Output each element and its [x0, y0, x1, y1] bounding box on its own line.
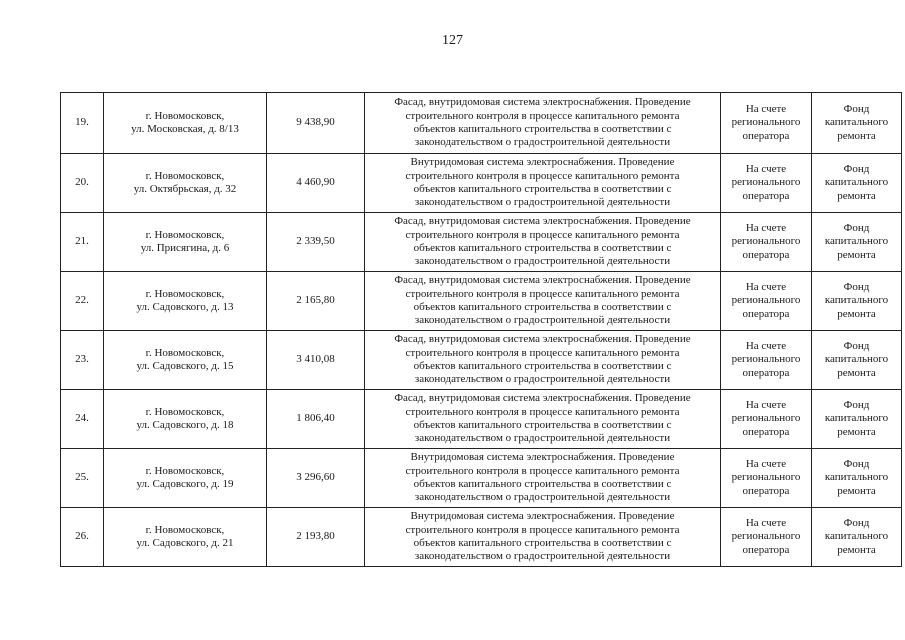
funding-source-line: Фонд	[843, 162, 870, 175]
funding-source-line: Фонд	[843, 280, 870, 293]
work-description-cell	[365, 331, 721, 390]
work-description-cell	[365, 272, 721, 331]
row-number: 20.	[75, 176, 89, 189]
funding-source-cell	[812, 154, 902, 213]
row-number: 26.	[75, 530, 89, 543]
work-description-line: Фасад, внутридомовая система электроснабжения. Проведение	[394, 215, 691, 228]
funding-source-line: ремонта	[837, 129, 876, 142]
cost-cell	[267, 154, 365, 213]
work-description-cell	[365, 154, 721, 213]
work-description-line: строительного контроля в процессе капитального ремонта	[405, 287, 680, 300]
work-description-line: строительного контроля в процессе капитального ремонта	[405, 464, 680, 477]
funding-source-cell	[812, 331, 902, 390]
account-method-cell	[721, 213, 812, 272]
cost-value: 2 193,80	[296, 530, 335, 543]
funding-source-cell	[812, 213, 902, 272]
work-description-line: Внутридомовая система электроснабжения. Проведение	[410, 156, 675, 169]
cost-cell	[267, 390, 365, 449]
funding-source-cell	[812, 390, 902, 449]
cost-value: 2 339,50	[296, 235, 335, 248]
work-description-line: Фасад, внутридомовая система электроснабжения. Проведение	[394, 274, 691, 287]
cost-value: 3 296,60	[296, 471, 335, 484]
work-description-cell	[365, 93, 721, 154]
account-method-line: оператора	[742, 366, 790, 379]
funding-source-line: Фонд	[843, 516, 870, 529]
account-method-cell	[721, 449, 812, 508]
work-description-line: законодательством о градостроительной деятельности	[414, 255, 671, 268]
work-description-line: строительного контроля в процессе капитального ремонта	[405, 405, 680, 418]
cost-cell	[267, 213, 365, 272]
work-description-line: законодательством о градостроительной деятельности	[414, 491, 671, 504]
work-description-line: законодательством о градостроительной деятельности	[414, 550, 671, 563]
account-method-line: На счете	[745, 102, 787, 115]
cost-cell	[267, 331, 365, 390]
account-method-line: оператора	[742, 425, 790, 438]
page-number: 127	[442, 33, 463, 48]
account-method-line: регионального	[731, 530, 801, 543]
work-description-line: Внутридомовая система электроснабжения. Проведение	[410, 451, 675, 464]
work-description-cell	[365, 449, 721, 508]
cost-cell	[267, 508, 365, 567]
table-body	[61, 93, 902, 567]
address-cell	[104, 93, 267, 154]
address-city: г. Новомосковск,	[145, 464, 225, 477]
work-description-line: строительного контроля в процессе капитального ремонта	[405, 523, 680, 536]
row-number-cell	[61, 272, 104, 331]
funding-source-line: ремонта	[837, 484, 876, 497]
row-number-cell	[61, 154, 104, 213]
address-city: г. Новомосковск,	[145, 287, 225, 300]
work-description-line: строительного контроля в процессе капитального ремонта	[405, 346, 680, 359]
address-city: г. Новомосковск,	[145, 346, 225, 359]
funding-source-line: ремонта	[837, 189, 876, 202]
work-description-line: законодательством о градостроительной деятельности	[414, 196, 671, 209]
account-method-cell	[721, 390, 812, 449]
funding-source-cell	[812, 449, 902, 508]
work-description-line: законодательством о градостроительной деятельности	[414, 314, 671, 327]
row-number-cell	[61, 449, 104, 508]
account-method-line: На счете	[745, 339, 787, 352]
funding-source-line: ремонта	[837, 307, 876, 320]
account-method-line: оператора	[742, 248, 790, 261]
account-method-line: оператора	[742, 189, 790, 202]
row-number: 19.	[75, 116, 89, 129]
table-row	[61, 390, 902, 449]
address-city: г. Новомосковск,	[145, 169, 225, 182]
account-method-line: регионального	[731, 471, 801, 484]
row-number: 22.	[75, 294, 89, 307]
account-method-line: регионального	[731, 235, 801, 248]
row-number-cell	[61, 508, 104, 567]
table-row	[61, 213, 902, 272]
funding-source-cell	[812, 93, 902, 154]
address-street: ул. Садовского, д. 21	[136, 537, 234, 549]
row-number: 23.	[75, 353, 89, 366]
table-row	[61, 272, 902, 331]
table-row	[61, 331, 902, 390]
work-description-line: строительного контроля в процессе капитального ремонта	[405, 228, 680, 241]
account-method-line: На счете	[745, 457, 787, 470]
work-description-line: законодательством о градостроительной деятельности	[414, 432, 671, 445]
funding-source-line: Фонд	[843, 398, 870, 411]
funding-source-cell	[812, 272, 902, 331]
account-method-line: оператора	[742, 307, 790, 320]
address-street: ул. Присягина, д. 6	[140, 242, 230, 254]
account-method-line: регионального	[731, 294, 801, 307]
account-method-line: На счете	[745, 516, 787, 529]
work-description-line: строительного контроля в процессе капитального ремонта	[405, 169, 680, 182]
work-description-line: объектов капитального строительства в соответствии с	[413, 537, 672, 549]
work-description-line: объектов капитального строительства в соответствии с	[413, 123, 672, 135]
account-method-cell	[721, 93, 812, 154]
row-number-cell	[61, 390, 104, 449]
row-number-cell	[61, 331, 104, 390]
address-street: ул. Садовского, д. 18	[136, 419, 234, 431]
work-description-line: объектов капитального строительства в соответствии с	[413, 183, 672, 195]
address-city: г. Новомосковск,	[145, 109, 225, 122]
table-row	[61, 93, 902, 154]
address-street: ул. Московская, д. 8/13	[131, 123, 239, 135]
account-method-line: регионального	[731, 176, 801, 189]
account-method-cell	[721, 154, 812, 213]
work-description-cell	[365, 508, 721, 567]
repair-works-table	[60, 92, 902, 567]
address-cell	[104, 449, 267, 508]
funding-source-line: ремонта	[837, 366, 876, 379]
account-method-line: На счете	[745, 221, 787, 234]
funding-source-line: ремонта	[837, 543, 876, 556]
work-description-line: объектов капитального строительства в соответствии с	[413, 478, 672, 490]
account-method-line: регионального	[731, 353, 801, 366]
funding-source-line: Фонд	[843, 339, 870, 352]
work-description-line: объектов капитального строительства в соответствии с	[413, 301, 672, 313]
funding-source-line: капитального	[824, 530, 889, 543]
funding-source-line: капитального	[824, 176, 889, 189]
account-method-line: оператора	[742, 484, 790, 497]
work-description-line: строительного контроля в процессе капитального ремонта	[405, 109, 680, 122]
address-cell	[104, 508, 267, 567]
funding-source-line: ремонта	[837, 425, 876, 438]
cost-value: 3 410,08	[296, 353, 335, 366]
address-city: г. Новомосковск,	[145, 228, 225, 241]
address-cell	[104, 272, 267, 331]
cost-cell	[267, 449, 365, 508]
funding-source-cell	[812, 508, 902, 567]
cost-cell	[267, 272, 365, 331]
work-description-line: Фасад, внутридомовая система электроснабжения. Проведение	[394, 96, 691, 109]
address-street: ул. Садовского, д. 15	[136, 360, 234, 372]
work-description-line: Внутридомовая система электроснабжения. Проведение	[410, 510, 675, 523]
address-cell	[104, 390, 267, 449]
cost-value: 4 460,90	[296, 176, 335, 189]
work-description-line: объектов капитального строительства в соответствии с	[413, 360, 672, 372]
account-method-cell	[721, 331, 812, 390]
account-method-line: На счете	[745, 280, 787, 293]
address-street: ул. Садовского, д. 13	[136, 301, 234, 313]
work-description-line: объектов капитального строительства в соответствии с	[413, 242, 672, 254]
account-method-line: регионального	[731, 116, 801, 129]
work-description-cell	[365, 213, 721, 272]
address-street: ул. Октябрьская, д. 32	[133, 183, 237, 195]
row-number-cell	[61, 213, 104, 272]
table-row	[61, 449, 902, 508]
work-description-line: законодательством о градостроительной деятельности	[414, 373, 671, 386]
funding-source-line: ремонта	[837, 248, 876, 261]
work-description-line: объектов капитального строительства в соответствии с	[413, 419, 672, 431]
row-number-cell	[61, 93, 104, 154]
work-description-line: Фасад, внутридомовая система электроснабжения. Проведение	[394, 392, 691, 405]
funding-source-line: Фонд	[843, 457, 870, 470]
funding-source-line: капитального	[824, 353, 889, 366]
funding-source-line: капитального	[824, 235, 889, 248]
funding-source-line: капитального	[824, 116, 889, 129]
funding-source-line: капитального	[824, 294, 889, 307]
account-method-line: оператора	[742, 543, 790, 556]
table-row	[61, 508, 902, 567]
account-method-line: регионального	[731, 412, 801, 425]
row-number: 24.	[75, 412, 89, 425]
address-cell	[104, 154, 267, 213]
address-street: ул. Садовского, д. 19	[136, 478, 234, 490]
account-method-line: оператора	[742, 129, 790, 142]
work-description-cell	[365, 390, 721, 449]
address-cell	[104, 213, 267, 272]
work-description-line: законодательством о градостроительной деятельности	[414, 136, 671, 149]
cost-cell	[267, 93, 365, 154]
account-method-cell	[721, 272, 812, 331]
cost-value: 1 806,40	[296, 412, 335, 425]
address-cell	[104, 331, 267, 390]
account-method-cell	[721, 508, 812, 567]
cost-value: 9 438,90	[296, 116, 335, 129]
work-description-line: Фасад, внутридомовая система электроснабжения. Проведение	[394, 333, 691, 346]
row-number: 25.	[75, 471, 89, 484]
account-method-line: На счете	[745, 162, 787, 175]
funding-source-line: Фонд	[843, 102, 870, 115]
row-number: 21.	[75, 235, 89, 248]
cost-value: 2 165,80	[296, 294, 335, 307]
address-city: г. Новомосковск,	[145, 523, 225, 536]
funding-source-line: капитального	[824, 471, 889, 484]
table-row	[61, 154, 902, 213]
account-method-line: На счете	[745, 398, 787, 411]
address-city: г. Новомосковск,	[145, 405, 225, 418]
funding-source-line: Фонд	[843, 221, 870, 234]
funding-source-line: капитального	[824, 412, 889, 425]
